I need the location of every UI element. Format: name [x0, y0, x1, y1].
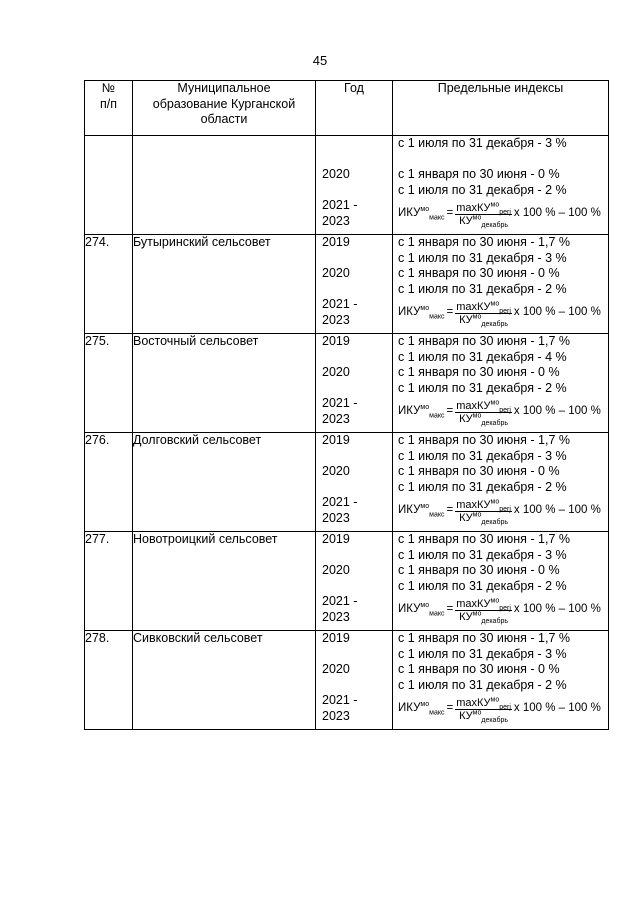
formula-tail: x 100 % – 100 %	[513, 702, 601, 715]
index-line: с 1 июля по 31 декабря - 4 %	[398, 349, 567, 364]
index-line: с 1 января по 30 июня - 0 %	[398, 167, 560, 181]
formula-fraction	[455, 301, 512, 326]
header-number	[85, 81, 133, 136]
formula-numerator: maxКУ$^{мо}_{perj}$	[456, 497, 511, 513]
formula-numerator: maxКУ$^{мо}_{perj}$	[456, 200, 511, 216]
year-label: 2019	[322, 433, 350, 447]
index-line: с 1 января по 30 июня - 0 %	[398, 365, 560, 379]
index-line: с 1 июля по 31 декабря - 3 %	[398, 448, 567, 463]
formula-tail: x 100 % – 100 %	[513, 504, 601, 517]
row-number-cell	[85, 631, 133, 730]
index-cell	[393, 532, 609, 631]
header-year: Год	[316, 81, 393, 136]
year-range-start: 2021 -	[322, 495, 358, 509]
year-label: 2019	[322, 235, 350, 249]
index-line: с 1 января по 30 июня - 1,7 %	[398, 631, 570, 645]
index-line: с 1 января по 30 июня - 0 %	[398, 563, 560, 577]
row-number: 278.	[85, 631, 110, 645]
index-cell	[393, 136, 609, 235]
header-number-line: №	[101, 81, 116, 95]
formula-denominator: $КУ^{мо}_{декабрь}$	[459, 312, 508, 328]
municipality-cell	[133, 631, 316, 730]
year-cell	[316, 334, 393, 433]
formula-fraction	[455, 598, 512, 623]
formula-numerator: maxКУ$^{мо}_{perj}$	[456, 299, 511, 315]
table-row	[85, 235, 609, 334]
formula-slot	[393, 396, 608, 432]
index-line: с 1 июля по 31 декабря - 2 %	[398, 677, 567, 692]
formula-lhs: $ИКУ^{мо}_{макс}$	[398, 305, 445, 321]
year-cell	[316, 136, 393, 235]
formula-equals: =	[446, 504, 454, 517]
formula-denominator: $КУ^{мо}_{декабрь}$	[459, 708, 508, 724]
row-number-cell	[85, 433, 133, 532]
row-number: 275.	[85, 334, 110, 348]
index-line: с 1 января по 30 июня - 0 %	[398, 662, 560, 676]
formula-lhs: $ИКУ^{мо}_{макс}$	[398, 701, 445, 717]
municipality-name: Бутыринский сельсовет	[133, 235, 271, 249]
municipality-cell	[133, 433, 316, 532]
formula-denominator: $КУ^{мо}_{декабрь}$	[459, 609, 508, 625]
table-row	[85, 433, 609, 532]
row-number-cell	[85, 136, 133, 235]
formula-slot	[393, 693, 608, 729]
year-range-start: 2021 -	[322, 396, 358, 410]
year-cell	[316, 631, 393, 730]
index-line: с 1 июля по 31 декабря - 2 %	[398, 380, 567, 395]
municipality-name: Восточный сельсовет	[133, 334, 259, 348]
formula-equals: =	[446, 306, 454, 319]
index-line: с 1 июля по 31 декабря - 2 %	[398, 182, 567, 197]
year-range-start: 2021 -	[322, 297, 358, 311]
year-label: 2020	[322, 365, 350, 379]
index-line: с 1 июля по 31 декабря - 3 %	[398, 547, 567, 562]
index-line: с 1 июля по 31 декабря - 3 %	[398, 136, 567, 150]
index-formula	[398, 495, 608, 527]
index-line: с 1 января по 30 июня - 0 %	[398, 464, 560, 478]
municipality-cell	[133, 334, 316, 433]
row-number: 277.	[85, 532, 110, 546]
row-number: 274.	[85, 235, 110, 249]
continuation-row	[85, 136, 609, 235]
formula-tail: x 100 % – 100 %	[513, 306, 601, 319]
row-number-cell	[85, 532, 133, 631]
formula-slot	[393, 198, 608, 234]
index-line: с 1 июля по 31 декабря - 2 %	[398, 281, 567, 296]
year-range-end: 2023	[322, 213, 350, 228]
page-number: 45	[312, 53, 328, 68]
formula-equals: =	[446, 603, 454, 616]
header-indices: Предельные индексы	[393, 81, 609, 136]
formula-fraction	[455, 697, 512, 722]
formula-numerator: maxКУ$^{мо}_{perj}$	[456, 695, 511, 711]
formula-tail: x 100 % – 100 %	[513, 207, 601, 220]
table-header-row	[85, 81, 609, 136]
index-line: с 1 июля по 31 декабря - 3 %	[398, 250, 567, 265]
header-municipality-line: Муниципальное	[177, 81, 271, 95]
formula-lhs: $ИКУ^{мо}_{макс}$	[398, 602, 445, 618]
year-range-start: 2021 -	[322, 693, 358, 707]
index-line: с 1 января по 30 июня - 1,7 %	[398, 334, 570, 348]
year-range-end: 2023	[322, 510, 350, 525]
header-municipality-line: образование Курганской	[152, 96, 296, 111]
formula-equals: =	[446, 702, 454, 715]
year-label: 2020	[322, 167, 350, 181]
year-label: 2019	[322, 334, 350, 348]
formula-numerator: maxКУ$^{мо}_{perj}$	[456, 596, 511, 612]
index-line: с 1 июля по 31 декабря - 2 %	[398, 479, 567, 494]
index-cell	[393, 631, 609, 730]
index-formula	[398, 396, 608, 428]
year-label: 2020	[322, 662, 350, 676]
index-cell	[393, 235, 609, 334]
formula-lhs: $ИКУ^{мо}_{макс}$	[398, 206, 445, 222]
municipality-cell	[133, 532, 316, 631]
tariff-index-table	[84, 80, 609, 730]
formula-tail: x 100 % – 100 %	[513, 405, 601, 418]
formula-denominator: $КУ^{мо}_{декабрь}$	[459, 411, 508, 427]
header-municipality-line: области	[200, 112, 248, 126]
year-range-end: 2023	[322, 411, 350, 426]
year-cell	[316, 532, 393, 631]
index-line: с 1 января по 30 июня - 1,7 %	[398, 532, 570, 546]
header-number-line: п/п	[99, 96, 117, 111]
formula-lhs: $ИКУ^{мо}_{макс}$	[398, 503, 445, 519]
formula-slot	[393, 594, 608, 630]
header-municipality	[133, 81, 316, 136]
index-formula	[398, 198, 608, 230]
year-label: 2020	[322, 266, 350, 280]
year-range-end: 2023	[322, 609, 350, 624]
year-range-start: 2021 -	[322, 198, 358, 212]
row-number-cell	[85, 235, 133, 334]
municipality-name: Долговский сельсовет	[133, 433, 262, 447]
formula-fraction	[455, 400, 512, 425]
row-number-cell	[85, 334, 133, 433]
formula-slot	[393, 297, 608, 333]
year-range-start: 2021 -	[322, 594, 358, 608]
index-cell	[393, 334, 609, 433]
year-label: 2020	[322, 464, 350, 478]
municipality-cell	[133, 136, 316, 235]
year-range-end: 2023	[322, 708, 350, 723]
year-label: 2019	[322, 631, 350, 645]
formula-tail: x 100 % – 100 %	[513, 603, 601, 616]
formula-fraction	[455, 202, 512, 227]
year-cell	[316, 235, 393, 334]
index-formula	[398, 297, 608, 329]
table-row	[85, 532, 609, 631]
year-label: 2019	[322, 532, 350, 546]
formula-slot	[393, 495, 608, 531]
index-line: с 1 января по 30 июня - 1,7 %	[398, 235, 570, 249]
year-label: 2020	[322, 563, 350, 577]
municipality-cell	[133, 235, 316, 334]
municipality-name: Сивковский сельсовет	[133, 631, 263, 645]
index-line: с 1 января по 30 июня - 0 %	[398, 266, 560, 280]
index-line: с 1 июля по 31 декабря - 2 %	[398, 578, 567, 593]
table-row	[85, 334, 609, 433]
formula-lhs: $ИКУ^{мо}_{макс}$	[398, 404, 445, 420]
table-row	[85, 631, 609, 730]
formula-fraction	[455, 499, 512, 524]
municipality-name: Новотроицкий сельсовет	[133, 532, 278, 546]
year-range-end: 2023	[322, 312, 350, 327]
index-formula	[398, 693, 608, 725]
index-cell	[393, 433, 609, 532]
index-formula	[398, 594, 608, 626]
formula-equals: =	[446, 207, 454, 220]
row-number: 276.	[85, 433, 110, 447]
formula-equals: =	[446, 405, 454, 418]
formula-numerator: maxКУ$^{мо}_{perj}$	[456, 398, 511, 414]
formula-denominator: $КУ^{мо}_{декабрь}$	[459, 213, 508, 229]
index-line: с 1 января по 30 июня - 1,7 %	[398, 433, 570, 447]
index-line: с 1 июля по 31 декабря - 3 %	[398, 646, 567, 661]
formula-denominator: $КУ^{мо}_{декабрь}$	[459, 510, 508, 526]
year-cell	[316, 433, 393, 532]
